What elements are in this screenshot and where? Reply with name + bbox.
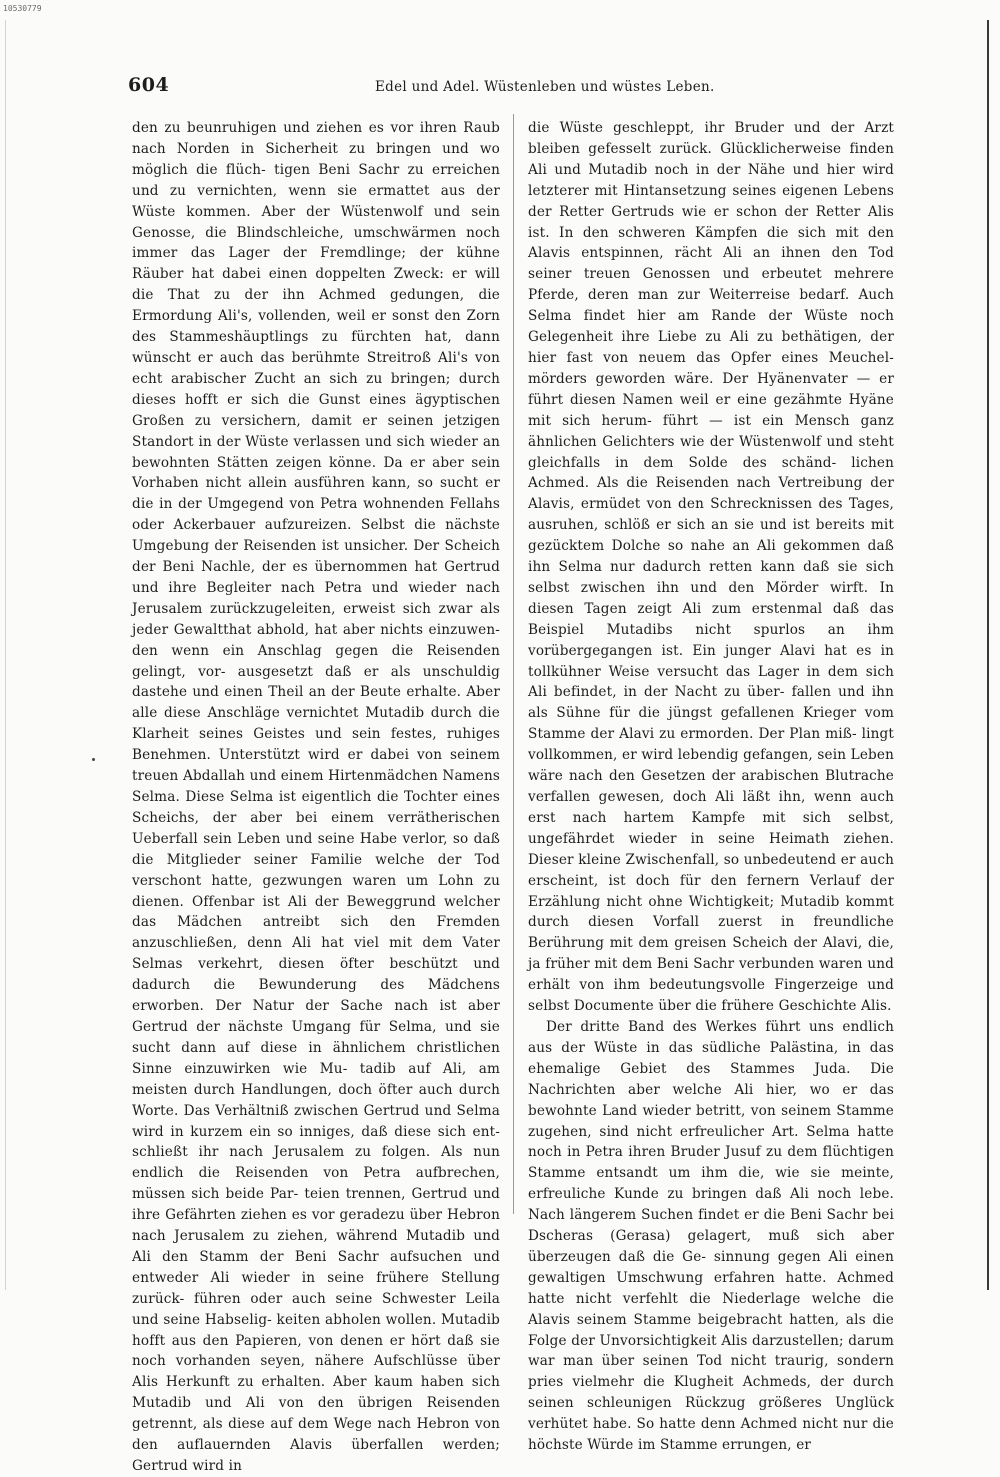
running-header bbox=[128, 76, 898, 98]
right-column-paragraph: Der dritte Band des Werkes führt uns endlich aus der Wüste in das südliche Palästina, in das ehemalige Gebiet des Stammes Juda. Die Nachrichten aber welche Ali hier, wo er das bewohnte Land wieder betritt, von seinem Stamme zugehen, sind nicht erfreulicher Art. Selma hatte noch in Petra ihren Bruder Jusuf zu dem flüchtigen Stamme entsandt um ihm die, wie sie meinte, erfreuliche Kunde zu bringen daß Ali noch lebe. Nach längerem Suchen findet er die Beni Sachr bei Dscheras (Gerasa) gelagert, muß sich aber überzeugen daß die Ge- sinnung gegen Ali einen gewaltigen Umschwung erfahren hatte. Achmed hatte nicht verfehlt die Niederlage welche die Alavis seinem Stamme beigebracht hatten, als die Folge der Unvorsichtigkeit Alis darzustellen; darum war man über seinen Tod nicht traurig, sondern pries vielmehr die Klugheit Achmeds, der durch seinen schleunigen Rückzug größeres Unglück verhütet habe. So hatte denn Achmed nicht nur die höchste Würde im Stamme errungen, er bbox=[528, 1018, 894, 1454]
page-number: 604 bbox=[128, 74, 170, 96]
left-column-paragraph: den zu beunruhigen und ziehen es vor ihren Raub nach Norden in Sicherheit zu bringen und wo möglich die flüch- tigen Beni Sachr zu erreichen und zu vernichten, wenn sie ermattet aus der Wüste kommen. Aber der Wüstenwolf und sein Genosse, die Blindschleiche, umschwärmen noch immer das Lager der Fremdlinge; der kühne Räuber hat dabei einen doppelten Zweck: er will die That zu der ihn Achmed gedungen, die Ermordung Ali's, vollenden, weil er sonst den Zorn des Stammeshäuptlings zu fürchten hat, dann wünscht er auch das berühmte Streitroß Ali's von echt arabischer Zucht an sich zu bringen; durch dieses hofft er sich die Gunst eines ägyptischen Großen zu versichern, damit er seinen jetzigen Standort in der Wüste verlassen und sich wieder an bewohnten Stätten zeigen könne. Da er aber sein Vorhaben nicht allein ausführen kann, so sucht er die in der Umgegend von Petra wohnenden Fellahs oder Ackerbauer aufzureizen. Selbst die nächste Umgebung der Reisenden ist unsicher. Der Scheich der Beni Nachle, der es übernommen hat Gertrud und ihre Begleiter nach Petra und wieder nach Jerusalem zurückzugeleiten, erweist sich zwar als jeder Gewaltthat abhold, hat aber nichts einzuwen- den wenn ein Anschlag gegen die Reisenden gelingt, vor- ausgesetzt daß er als unschuldig dastehe und einen Theil an der Beute erhalte. Aber alle diese Anschläge vernichtet Mutadib durch die Klarheit seines Geistes und sein festes, ruhiges Benehmen. Unterstützt wird er dabei von seinem treuen Abdallah und einem Hirtenmädchen Namens Selma. Diese Selma ist eigentlich die Tochter eines Scheichs, der aber bei einem verrätherischen Ueberfall sein Leben und seine Habe verlor, so daß die Mitglieder seiner Familie welche der Tod verschont hatte, gezwungen waren um Lohn zu dienen. Offenbar ist Ali der Beweggrund welcher das Mädchen antreibt sich den Fremden anzuschließen, denn Ali hat viel mit dem Vater Selmas verkehrt, diesen öfter beschützt und dadurch die Bewunderung des Mädchens erworben. Der Natur der Sache nach ist aber Gertrud der nächste Umgang für Selma, und sie sucht dann auf diese in ähnlichem christlichen Sinne einzuwirken wie Mu- tadib auf Ali, am meisten durch Handlungen, doch öfter auch durch Worte. Das Verhältniß zwischen Gertrud und Selma wird in kurzem ein so inniges, daß diese sich ent- schließt ihr nach Jerusalem zu folgen. Als nun endlich die Reisenden von Petra aufbrechen, müssen sich beide Par- teien trennen, Gertrud und ihre Gefährten ziehen es vor geradezu über Hebron nach Jerusalem zu ziehen, während Mutadib und Ali den Stamm der Beni Sachr aufsuchen und entweder Ali wieder in seine frühere Stellung zurück- führen oder auch seine Schwester Leila und seine Habselig- keiten abholen wollen. Mutadib hofft aus den Papieren, von denen er hört daß sie noch vorhanden seyen, nähere Aufschlüsse über Alis Herkunft zu erhalten. Aber kaum haben sich Mutadib und Ali von den übrigen Reisenden getrennt, als diese auf dem Wege nach Hebron von den auflauernden Alavis überfallen werden; Gertrud wird in bbox=[132, 120, 500, 1474]
page-edge-right bbox=[987, 20, 989, 1290]
right-column bbox=[528, 118, 894, 1454]
margin-speck bbox=[92, 758, 95, 761]
left-column bbox=[132, 118, 500, 1474]
scan-id: 10530779 bbox=[3, 4, 42, 13]
right-column-paragraph: die Wüste geschleppt, ihr Bruder und der Arzt bleiben gefesselt zurück. Glücklicherweise finden Ali und Mutadib noch in der Nähe und hier wird letzterer mit Hintansetzung seines eigenen Lebens der Retter Gertruds wie er schon der Retter Alis ist. In den schweren Kämpfen die sich mit den Alavis entspinnen, rächt Ali an ihnen den Tod seiner treuen Genossen und erbeutet mehrere Pferde, deren man zur Weiterreise bedarf. Auch Selma findet hier am Rande der Wüste noch Gelegenheit ihre Liebe zu Ali zu bethätigen, der hier fast von neuem das Opfer eines Meuchel- mörders geworden wäre. Der Hyänenvater — er führt diesen Namen weil er eine gezähmte Hyäne mit sich herum- führt — ist ein Mensch ganz ähnlichen Gelichters wie der Wüstenwolf und steht gleichfalls in dem Solde des schänd- lichen Achmed. Als die Reisenden nach Vertreibung der Alavis, ermüdet von den Schrecknissen des Tages, ausruhen, schlöß er sich an sie und ist bereits mit gezücktem Dolche so nahe an Ali gekommen daß ihn Selma nur dadurch retten kann daß sie sich selbst zwischen ihn und den Mörder wirft. In diesen Tagen zeigt Ali zum erstenmal daß das Beispiel Mutadibs nicht spurlos an ihm vorübergegangen ist. Ein junger Alavi hat es in tollkühner Weise versucht das Lager in dem sich Ali befindet, in der Nacht zu über- fallen und ihn als Sühne für die jüngst gefallenen Krieger vom Stamme der Alavi zu ermorden. Der Plan miß- lingt vollkommen, er wird lebendig gefangen, sein Leben wäre nach den Gesetzen der arabischen Blutrache verfallen gewesen, doch Ali läßt ihn, wenn auch erst nach hartem Kampfe mit sich selbst, ungefährdet wieder in seine Heimath ziehen. Dieser kleine Zwischenfall, so unbedeutend er auch erscheint, ist doch für den fernern Verlauf der Erzählung nicht ohne Wichtigkeit; Mutadib kommt durch diesen Vorfall zuerst in freundliche Berührung mit dem greisen Scheich der Alavi, die, ja früher mit dem Beni Sachr verbunden waren und erhält von ihm bedeutungsvolle Fingerzeige und selbst Documente über die frühere Geschichte Alis. bbox=[528, 120, 894, 1015]
page-edge-left bbox=[5, 20, 6, 1290]
column-divider bbox=[513, 114, 514, 1214]
running-title: Edel und Adel. Wüstenleben und wüstes Leben. bbox=[375, 79, 715, 95]
